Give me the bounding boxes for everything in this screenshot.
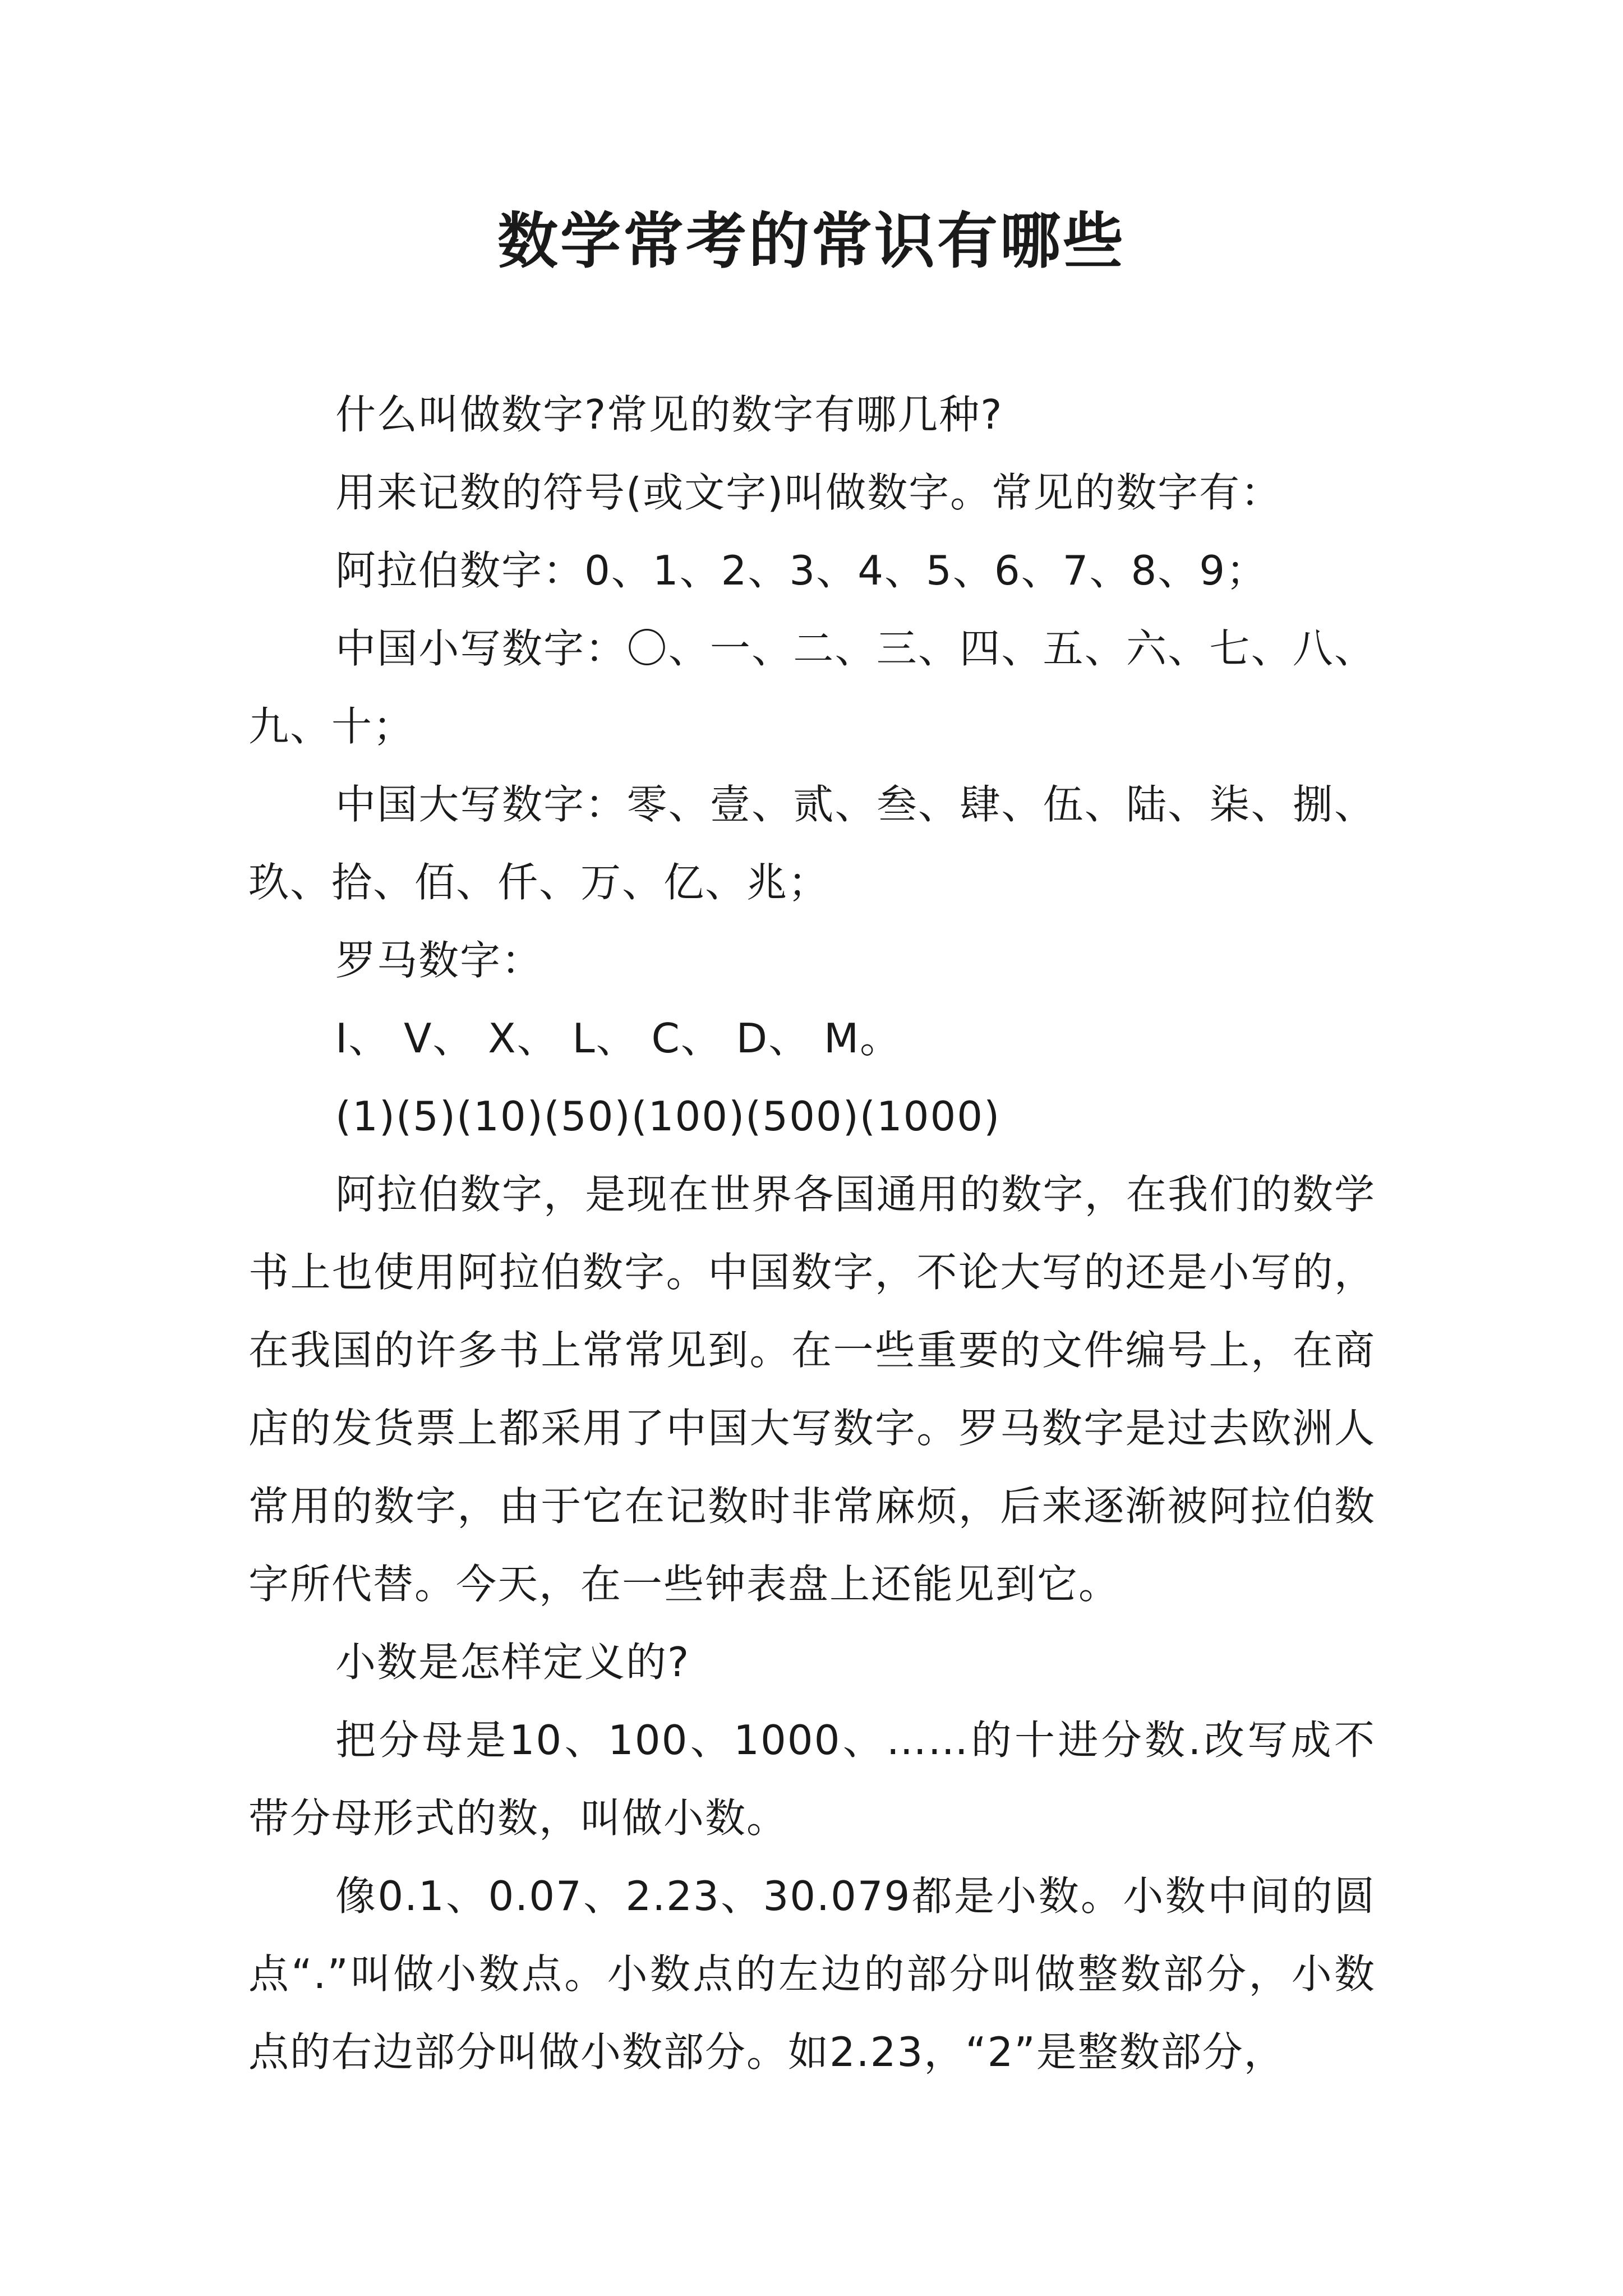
paragraph-decimal-examples: 像0.1、0.07、2.23、30.079都是小数。小数中间的圆点“.”叫做小数点。小数点的左边的部分叫做整数部分，小数点的右边部分叫做小数部分。如2.23，“2”是整数部分， (248, 1872, 1376, 2076)
paragraph-chinese-uppercase-numerals: 中国大写数字：零、壹、贰、叁、肆、伍、陆、柒、捌、玖、拾、佰、仟、万、亿、兆； (248, 781, 1376, 906)
paragraph-chinese-lowercase-numerals: 中国小写数字：〇、一、二、三、四、五、六、七、八、九、十； (248, 625, 1376, 750)
document-title: 数学常考的常识有哪些 (497, 206, 1126, 277)
paragraph-decimal-definition: 把分母是10、100、1000、……的十进分数.改写成不带分母形式的数，叫做小数。 (248, 1717, 1376, 1842)
paragraph-question-numbers: 什么叫做数字?常见的数字有哪几种? (335, 391, 1003, 438)
paragraph-roman-numerals-label: 罗马数字： (335, 937, 543, 984)
paragraph-roman-numerals-list: I、 V、 X、 L、 C、 D、 M。 (335, 1015, 902, 1062)
document-body (248, 376, 1376, 2091)
paragraph-numerals-usage: 阿拉伯数字，是现在世界各国通用的数字，在我们的数学书上也使用阿拉伯数字。中国数字，不论大写的还是小写的，在我国的许多书上常常见到。在一些重要的文件编号上，在商店的发货票上都采用了中国大写数字。罗马数字是过去欧洲人常用的数字，由于它在记数时非常麻烦，后来逐渐被阿拉伯数字所代替。今天，在一些钟表盘上还能见到它。 (248, 1171, 1376, 1608)
paragraph-arabic-numerals: 阿拉伯数字：0、1、2、3、4、5、6、7、8、9； (335, 547, 1268, 594)
paragraph-numbers-definition: 用来记数的符号(或文字)叫做数字。常见的数字有： (335, 469, 1283, 516)
paragraph-question-decimals: 小数是怎样定义的? (335, 1639, 690, 1686)
paragraph-roman-numerals-values: (1)(5)(10)(50)(100)(500)(1000) (335, 1093, 1001, 1140)
